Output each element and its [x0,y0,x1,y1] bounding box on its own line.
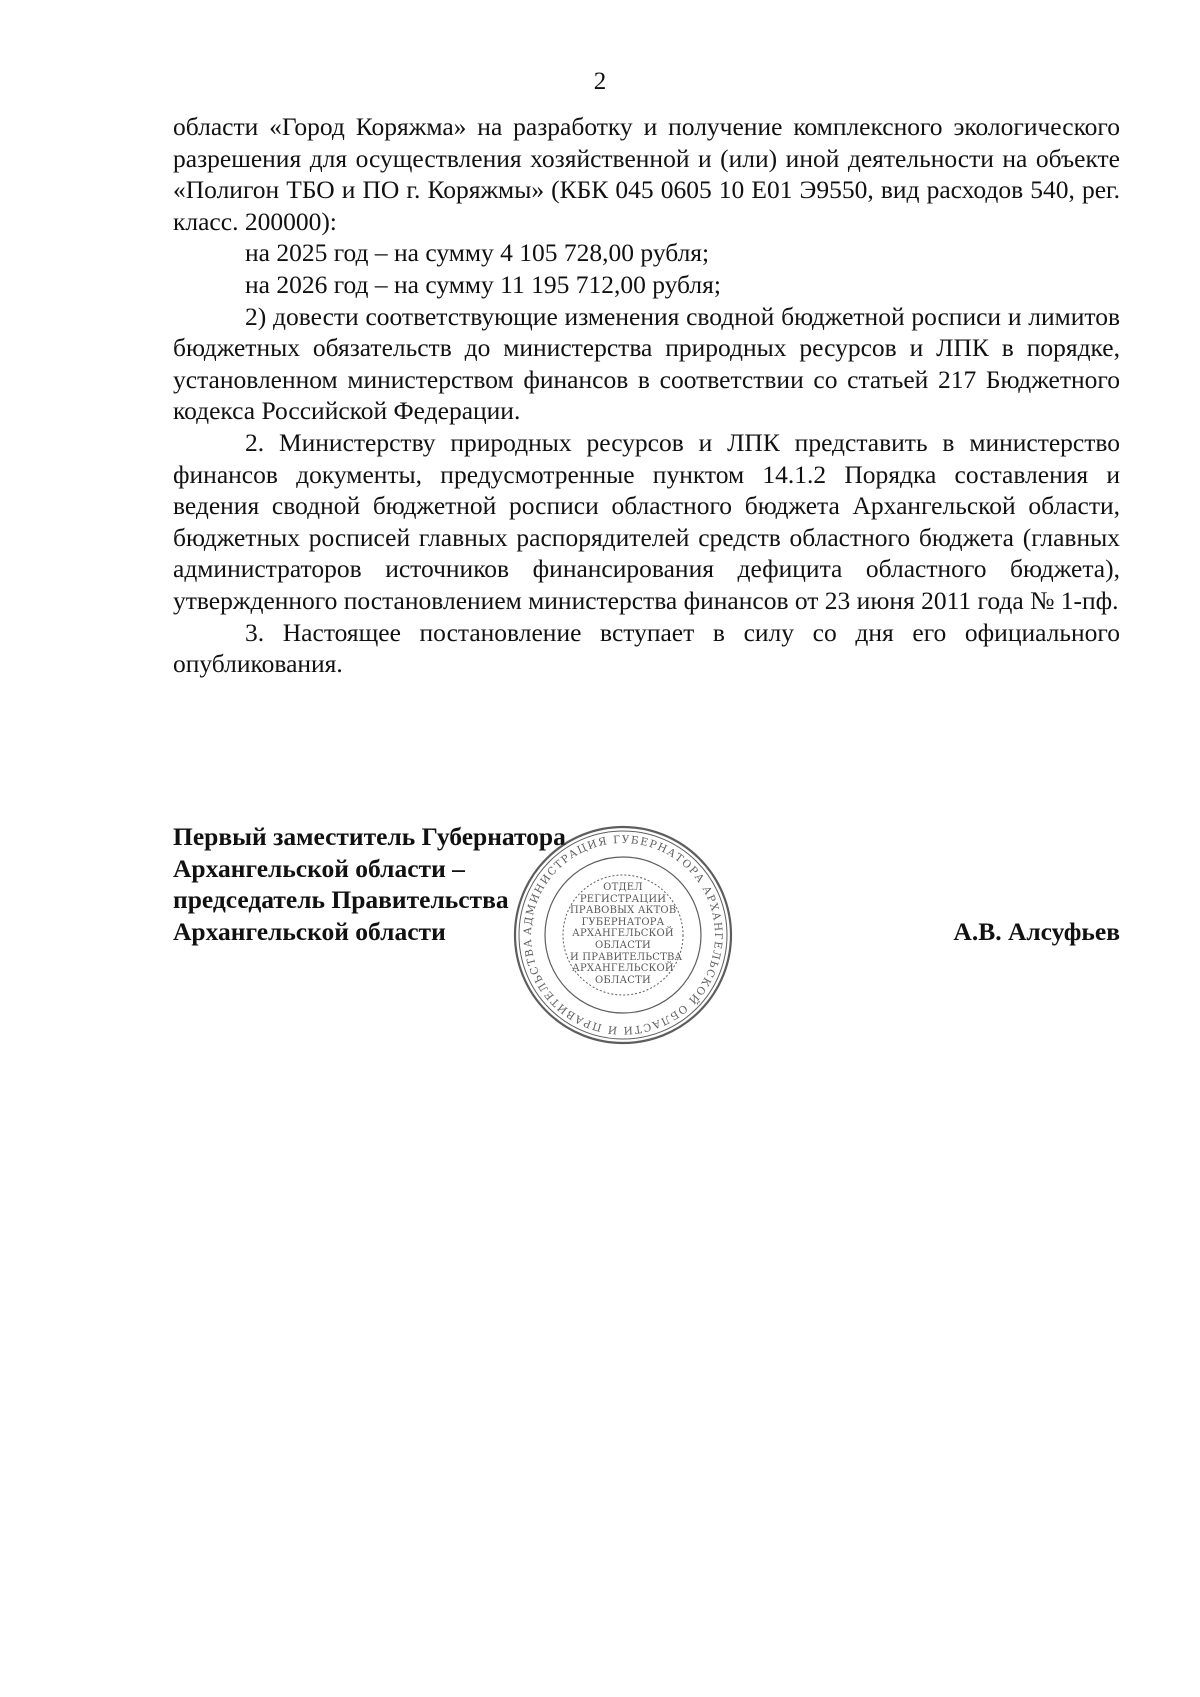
official-seal [510,822,736,1048]
paragraph-continuation: области «Город Коряжма» на разработку и получение комплексного экологического разрешения для осуществления хозяйственной и (или) иной деятельности на объекте «Полигон ТБО и ПО г. Коряжмы» (КБК 045 0605 10 Е01 Э9550, вид расходов 540, рег. класс. 200000): [173,112,1120,236]
signatory-name: А.В. Алсуфьев [953,916,1120,946]
signatory-title-line: Архангельской области [173,916,446,946]
seal-ring-text: АДМИНИСТРАЦИЯ ГУБЕРНАТОРА АРХАНГЕЛЬСКОЙ ОБЛАСТИ И ПРАВИТЕЛЬСТВА [521,833,725,1037]
seal-line: ОБЛАСТИ [595,939,651,951]
signatory-title-line: Первый заместитель Губернатора [173,822,566,851]
seal-line: АРХАНГЕЛЬСКОЙ [572,963,674,975]
paragraph-item-2: 2. Министерству природных ресурсов и ЛПК представить в министерство финансов документы, предусмотренные пунктом 14.1.2 Порядка составления и ведения сводной бюджетной росписи областного бюджета Архангельской области, бюджетных росписей главных распорядителей средств областного бюджета (главных администраторов источников финансирования дефицита областного бюджета), утвержденного постановлением министерства финансов от 23 июня 2011 года № 1-пф. [173,427,1120,615]
seal-line: АРХАНГЕЛЬСКОЙ [572,928,674,940]
paragraph-item-3: 3. Настоящее постановление вступает в силу со дня его официального опубликования. [173,617,1120,679]
seal-inner-text [570,882,683,986]
document-body [173,111,1120,680]
paragraph-amount-2025: на 2025 год – на сумму 4 105 728,00 рубля; [245,238,710,268]
seal-line: ГУБЕРНАТОРА [581,916,665,928]
seal-line: ПРАВОВЫХ АКТОВ [570,905,677,917]
paragraph-amount-2026: на 2026 год – на сумму 11 195 712,00 рубля; [245,269,721,299]
signatory-title-line: Архангельской области – [173,853,465,883]
seal-line: РЕГИСТРАЦИИ [579,893,667,905]
seal-line: И ПРАВИТЕЛЬСТВА [570,951,683,963]
paragraph-subitem-2: 2) довести соответствующие изменения сводной бюджетной росписи и лимитов бюджетных обязательств до министерства природных ресурсов и ЛПК в порядке, установленном министерством финансов в соответствии со статьей 217 Бюджетного кодекса Российской Федерации. [173,301,1120,426]
seal-line: ОТДЕЛ [603,882,643,893]
signatory-title-line: председатель Правительства [173,885,509,915]
seal-line: ОБЛАСТИ [595,974,651,986]
page-number: 2 [593,68,607,95]
